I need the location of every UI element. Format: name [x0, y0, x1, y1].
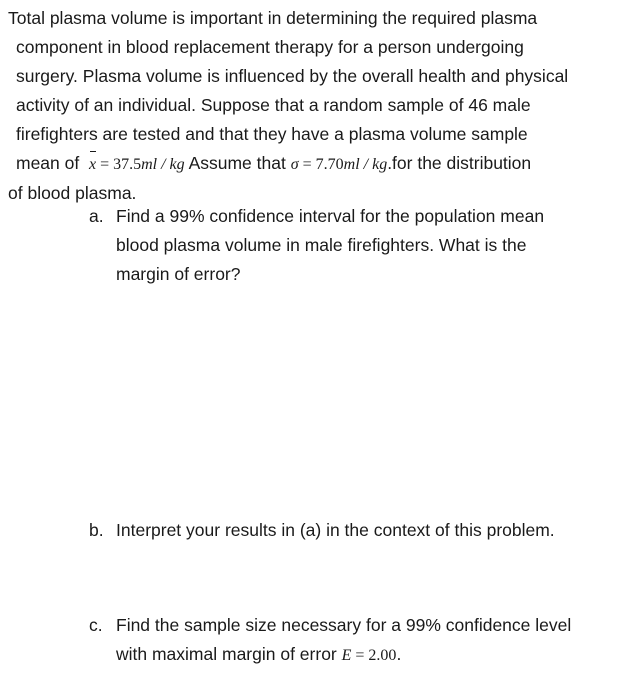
sigma-units: ml / kg [343, 156, 388, 173]
mean-formula [89, 156, 185, 173]
intro-line: activity of an individual. Suppose that a random sample of 46 male [16, 95, 531, 115]
question-body [116, 202, 544, 289]
question-marker: b. [89, 520, 104, 540]
error-prefix: with maximal margin of error [116, 644, 337, 664]
assume-text: Assume that [188, 153, 286, 173]
sigma-value: = 7.70 [302, 156, 344, 173]
error-formula [342, 647, 397, 664]
question-body [116, 516, 555, 545]
question-line: Find a 99% confidence interval for the population mean [116, 206, 545, 226]
mean-symbol: x [89, 150, 96, 179]
question-line-error [116, 640, 571, 670]
error-value: = 2.00 [355, 647, 397, 664]
question-line: Interpret your results in (a) in the context of this problem. [116, 520, 555, 540]
mean-value: = 37.5 [100, 156, 142, 173]
question-marker: a. [89, 206, 104, 226]
error-symbol: E [341, 647, 352, 664]
intro-line: firefighters are tested and that they have a plasma volume sample [16, 124, 528, 144]
intro-last-line: of blood plasma. [8, 183, 137, 203]
intro-line: surgery. Plasma volume is influenced by the overall health and physical [16, 66, 569, 86]
question-line: margin of error? [116, 264, 241, 284]
question-line: blood plasma volume in male firefighters. What is the [116, 235, 527, 255]
intro-paragraph [8, 4, 608, 208]
question-line: Find the sample size necessary for a 99% confidence level [116, 615, 572, 635]
error-suffix: . [396, 644, 402, 664]
sigma-symbol: σ [290, 156, 299, 173]
mean-units: ml / kg [141, 156, 185, 173]
intro-line: component in blood replacement therapy for a person undergoing [16, 37, 524, 57]
mean-prefix: mean of [16, 153, 80, 173]
sigma-suffix: .for the distribution [387, 153, 532, 173]
intro-line: Total plasma volume is important in determining the required plasma [8, 8, 538, 28]
question-marker: c. [89, 615, 103, 635]
question-body [116, 611, 571, 670]
intro-line-mean [8, 149, 608, 179]
sigma-formula [291, 156, 387, 173]
